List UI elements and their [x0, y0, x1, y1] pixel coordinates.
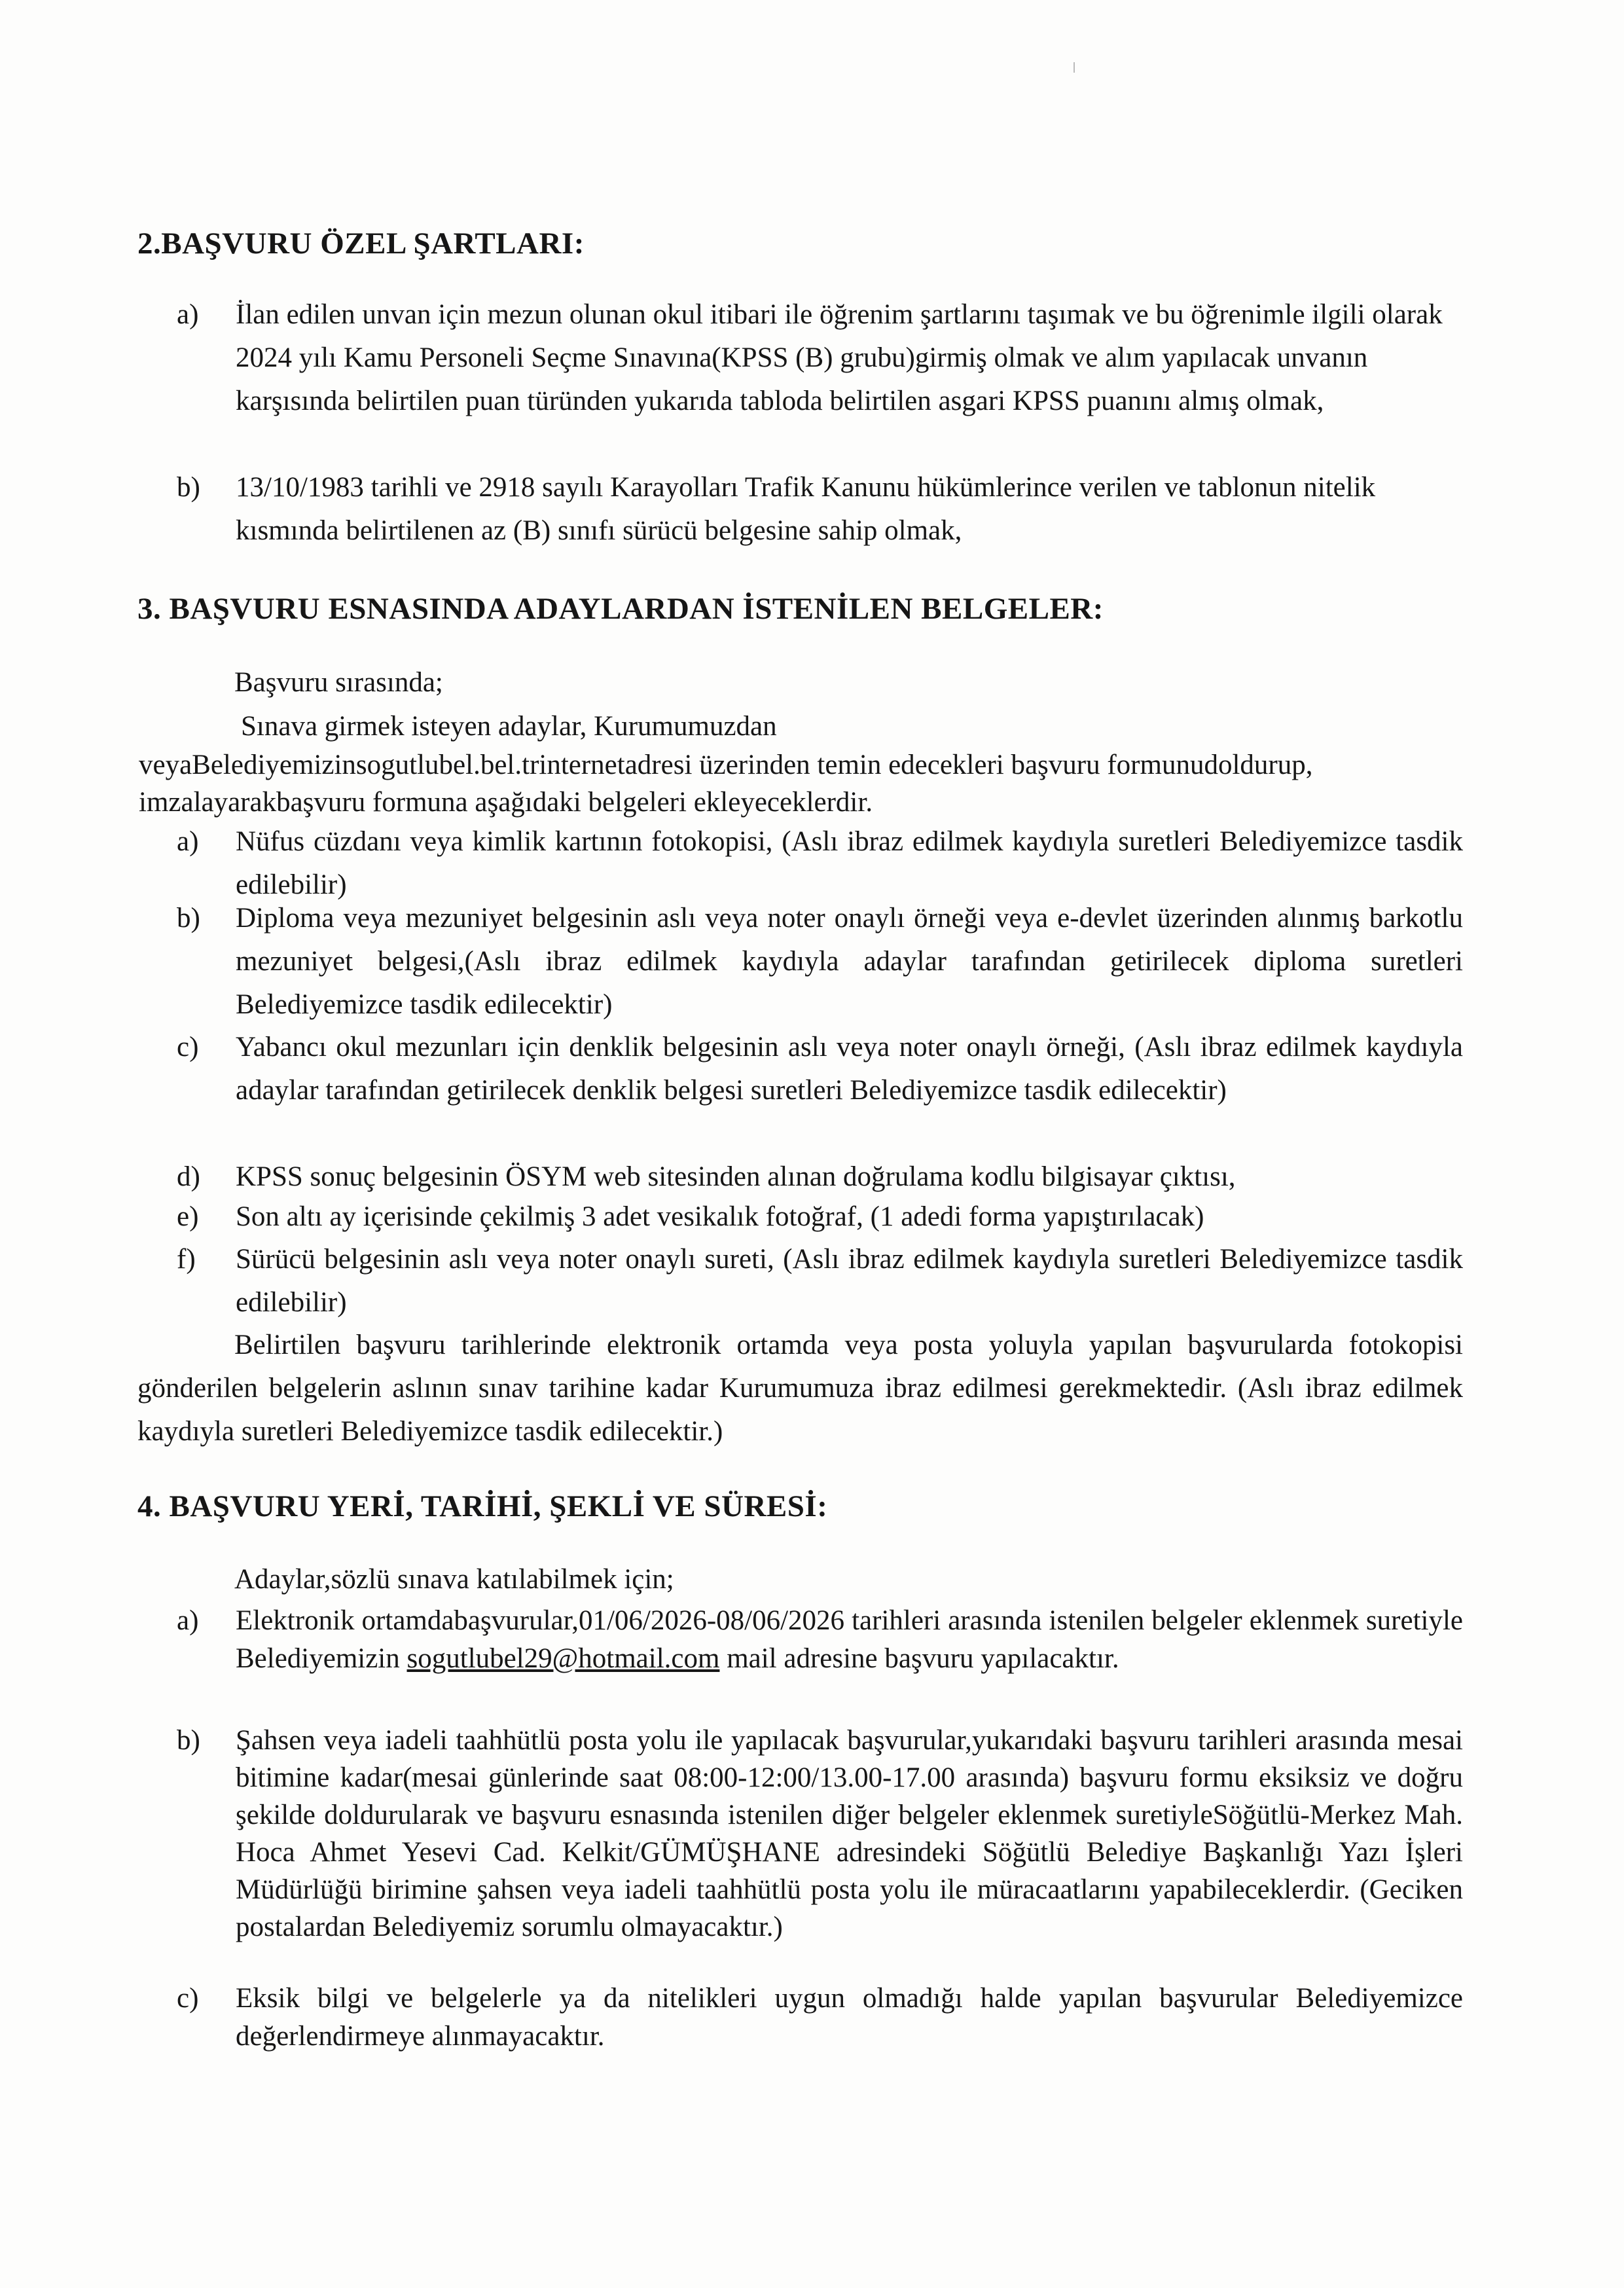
- list-marker: a): [177, 1605, 199, 1636]
- list-item-text: İlan edilen unvan için mezun olunan okul itibari ile öğrenim şartlarını taşımak ve bu öğrenimle ilgili olarak 2024 yılı Kamu Personeli Seçme Sınavına(KPSS (B) grubu)girmiş olmak ve alım yapılacak unvanın karşısında belirtilen puan türünden yukarıda tabloda belirtilen asgari KPSS puanını almış olmak,: [236, 299, 1443, 416]
- list-item-text: Yabancı okul mezunları için denklik belgesinin aslı veya noter onaylı örneği, (Aslı ibraz edilmek kaydıyla adaylar tarafından getirilecek denklik belgesi suretleri Belediyemizce tasdik edilecektir): [236, 1032, 1463, 1106]
- scan-mark: [1074, 62, 1075, 73]
- section-3-item-d: [177, 1155, 1463, 1199]
- section-3-item-f: [177, 1238, 1463, 1324]
- section-2-item-a: [177, 293, 1463, 423]
- list-item-text: Şahsen veya iadeli taahhütlü posta yolu ile yapılacak başvurular,yukarıdaki başvuru tarihleri arasında mesai bitimine kadar(mesai günlerinde saat 08:00-12:00/13.00-17.00 arasında) başvuru formu eksiksiz ve doğru şekilde doldurularak ve başvuru esnasında istenilen diğer belgeler eklenmek suretiyleSöğütlü-Merkez Mah. Hoca Ahmet Yesevi Cad. Kelkit/GÜMÜŞHANE adresindeki Söğütlü Belediye Başkanlığı Yazı İşleri Müdürlüğü birimine şahsen veya iadeli taahhütlü posta yolu ile müracaatlarını yapabileceklerdir. (Geciken postalardan Belediyemiz sorumlu olmayacaktır.): [236, 1725, 1463, 1942]
- list-marker: f): [177, 1244, 196, 1275]
- list-item-text: [236, 1602, 1463, 1678]
- section-3-closing: Belirtilen başvuru tarihlerinde elektronik ortamda veya posta yoluyla yapılan başvurularda fotokopisi gönderilen belgelerin aslının sınav tarihine kadar Kurumumuza ibraz edilmesi gerekmektedir. (Aslı ibraz edilmek kaydıyla suretleri Belediyemizce tasdik edilecektir.): [137, 1330, 1463, 1447]
- list-marker: d): [177, 1161, 200, 1192]
- list-item-text: Son altı ay içerisinde çekilmiş 3 adet vesikalık fotoğraf, (1 adedi forma yapıştırılacak): [236, 1201, 1204, 1232]
- section-3-intro-3: veyaBelediyemizinsogutlubel.bel.trinternetadresi üzerinden temin edecekleri başvuru formunudoldurup, imzalayarakbaşvuru formuna aşağıdaki belgeleri ekleyeceklerdir.: [139, 750, 1313, 818]
- section-4-item-c: [177, 1980, 1463, 2056]
- section-3-intro-2: Sınava girmek isteyen adaylar, Kurumumuzdan: [241, 711, 777, 742]
- list-marker: a): [177, 826, 199, 857]
- list-marker: a): [177, 299, 199, 330]
- list-item-text: Diploma veya mezuniyet belgesinin aslı veya noter onaylı örneği veya e-devlet üzerinden alınmış barkotlu mezuniyet belgesi,(Aslı ibraz edilmek kaydıyla adaylar tarafından getirilecek diploma suretleri Belediyemizce tasdik edilecektir): [236, 903, 1463, 1020]
- section-4-title: 4. BAŞVURU YERİ, TARİHİ, ŞEKLİ VE SÜRESİ:: [137, 1489, 828, 1523]
- section-3-item-e: [177, 1195, 1463, 1239]
- list-item-text: Eksik bilgi ve belgelerle ya da nitelikleri uygun olmadığı halde yapılan başvurular Belediyemizce değerlendirmeye alınmayacaktır.: [236, 1983, 1463, 2052]
- list-marker: b): [177, 903, 200, 934]
- section-3-item-a: [177, 820, 1463, 907]
- email-link[interactable]: sogutlubel29@hotmail.com: [406, 1643, 720, 1674]
- section-4-item-a: [177, 1602, 1463, 1678]
- list-item-text: Sürücü belgesinin aslı veya noter onaylı sureti, (Aslı ibraz edilmek kaydıyla suretleri Belediyemizce tasdik edilebilir): [236, 1244, 1463, 1318]
- list-marker: c): [177, 1032, 199, 1062]
- section-3-item-b: [177, 897, 1463, 1026]
- list-marker: b): [177, 472, 200, 503]
- list-item-text: KPSS sonuç belgesinin ÖSYM web sitesinden alınan doğrulama kodlu bilgisayar çıktısı,: [236, 1161, 1236, 1192]
- list-marker: e): [177, 1201, 199, 1232]
- list-item-text: Nüfus cüzdanı veya kimlik kartının fotokopisi, (Aslı ibraz edilmek kaydıyla suretleri Belediyemizce tasdik edilebilir): [236, 826, 1463, 900]
- section-4-item-b: [177, 1722, 1463, 1946]
- list-item-text: 13/10/1983 tarihli ve 2918 sayılı Karayolları Trafik Kanunu hükümlerince verilen ve tablonun nitelik kısmında belirtilenen az (B) sınıfı sürücü belgesine sahip olmak,: [236, 472, 1376, 546]
- section-3-title: 3. BAŞVURU ESNASINDA ADAYLARDAN İSTENİLEN BELGELER:: [137, 592, 1104, 626]
- item-text-before: Elektronik ortamdabaşvurular,01/06/2026-08/06/2026 tarihleri arasında istenilen belgeler eklenmek suretiyle Belediyemizin: [236, 1605, 1463, 1674]
- item-text-after: mail adresine başvuru yapılacaktır.: [719, 1643, 1119, 1674]
- list-marker: c): [177, 1983, 199, 2014]
- section-3-intro-1: Başvuru sırasında;: [234, 667, 443, 698]
- section-3-item-c: [177, 1026, 1463, 1112]
- list-marker: b): [177, 1725, 200, 1756]
- section-2-title: 2.BAŞVURU ÖZEL ŞARTLARI:: [137, 227, 585, 261]
- section-4-intro: Adaylar,sözlü sınava katılabilmek için;: [234, 1564, 674, 1595]
- section-2-item-b: [177, 466, 1463, 553]
